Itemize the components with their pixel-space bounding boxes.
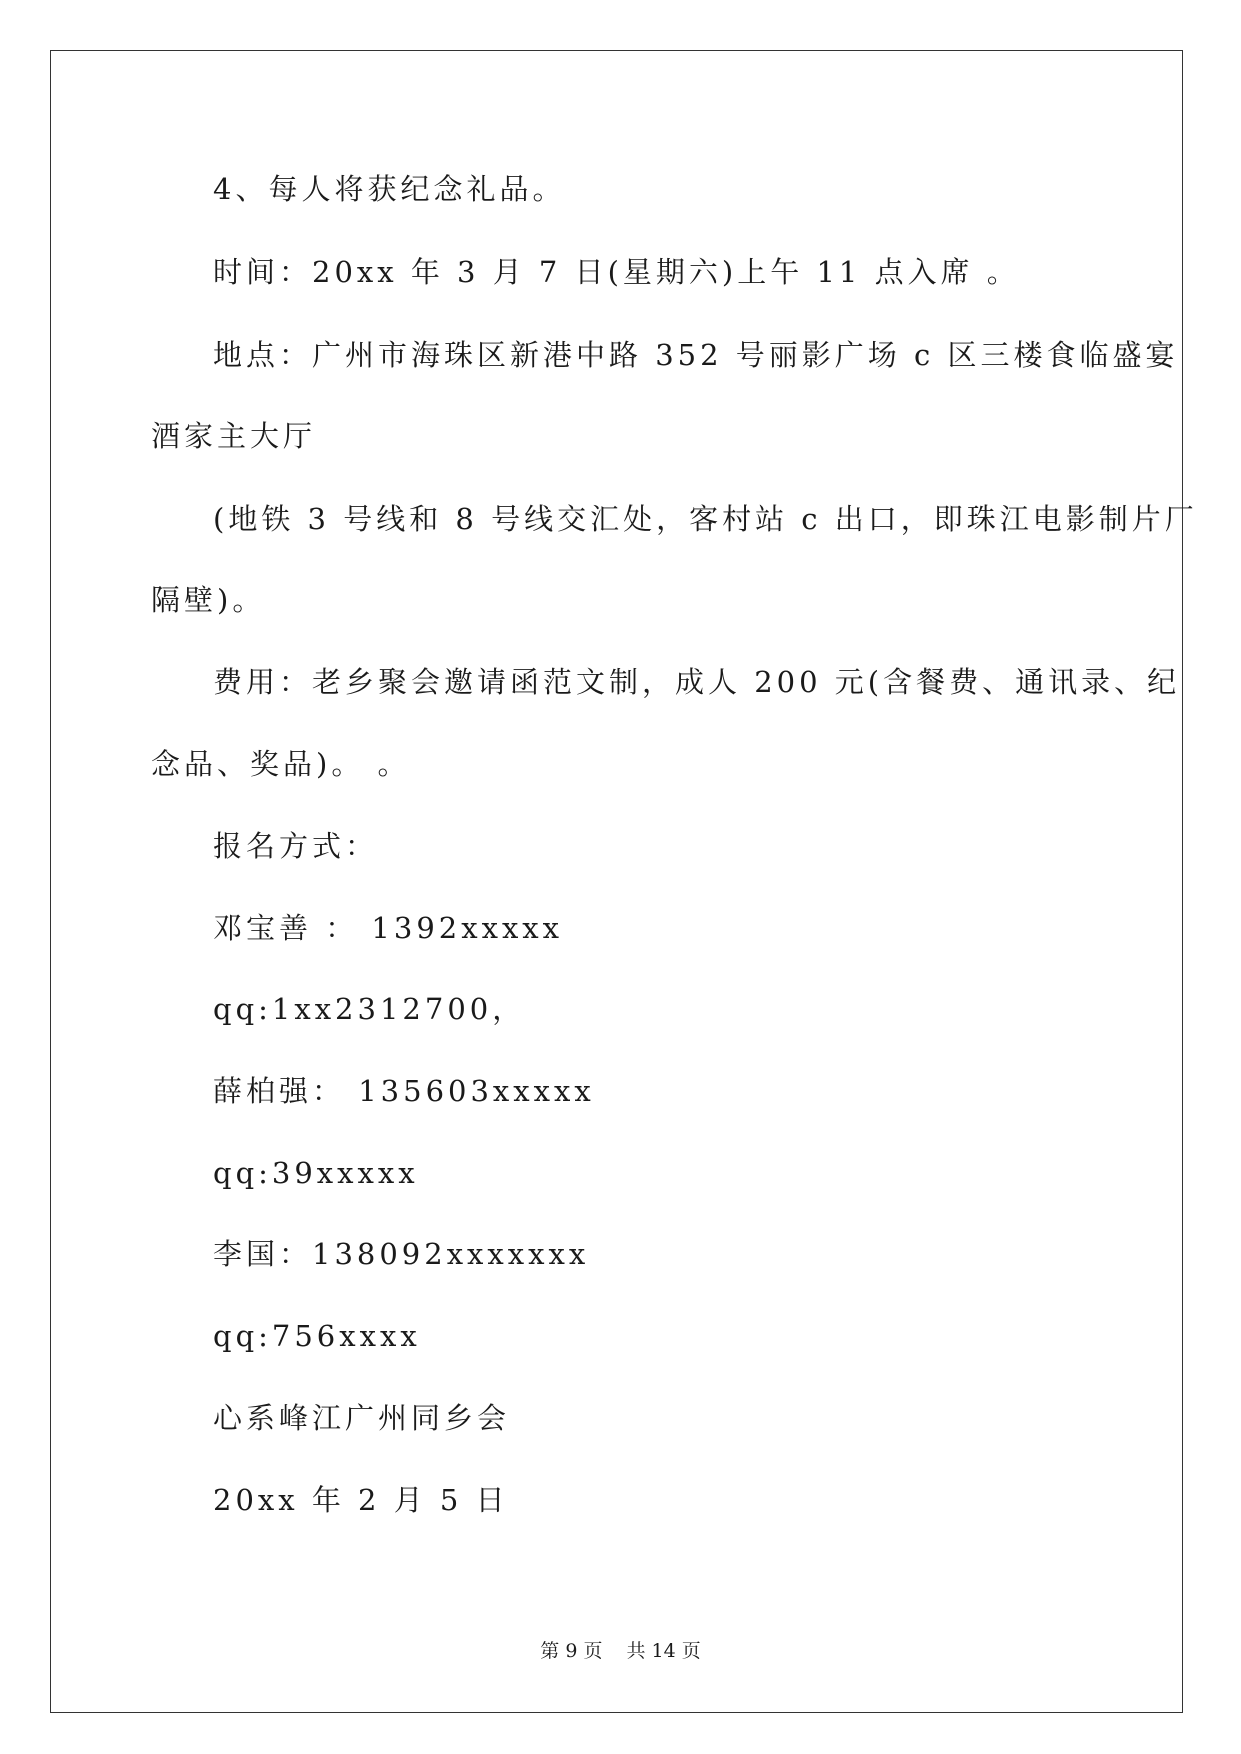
total-page-count: 共 14 页 [626,1640,701,1662]
paragraph-fee: 费用：老乡聚会邀请函范文制，成人 200 元(含餐费、通讯录、纪 [213,665,1181,699]
signature-date: 20xx 年 2 月 5 日 [213,1483,509,1517]
current-page-number: 第 9 页 [540,1640,603,1662]
paragraph-gift: 4、每人将获纪念礼品。 [213,172,566,206]
page-footer [0,1636,1241,1663]
page-frame [50,50,1183,1713]
paragraph-metro-cont: 隔壁)。 [151,583,266,617]
contact-deng-qq: qq:1xx2312700， [213,992,526,1026]
paragraph-location-cont: 酒家主大厅 [151,419,317,453]
contact-deng-phone: 邓宝善 ： 1392xxxxx [213,911,564,945]
contact-xue-qq: qq:39xxxxx [213,1156,419,1190]
contact-li-phone: 李国：138092xxxxxxx [213,1237,590,1271]
paragraph-metro: (地铁 3 号线和 8 号线交汇处，客村站 c 出口，即珠江电影制片厂 [213,502,1198,536]
paragraph-time: 时间：20xx 年 3 月 7 日(星期六)上午 11 点入席 。 [213,255,1020,289]
paragraph-location: 地点：广州市海珠区新港中路 352 号丽影广场 c 区三楼食临盛宴 [213,338,1179,372]
paragraph-fee-cont: 念品、奖品)。 。 [151,747,411,781]
contact-li-qq: qq:756xxxx [213,1319,421,1353]
contact-xue-phone: 薛柏强： 135603xxxxx [213,1074,595,1108]
signature-organization: 心系峰江广州同乡会 [213,1401,511,1435]
paragraph-signup: 报名方式： [213,829,379,863]
